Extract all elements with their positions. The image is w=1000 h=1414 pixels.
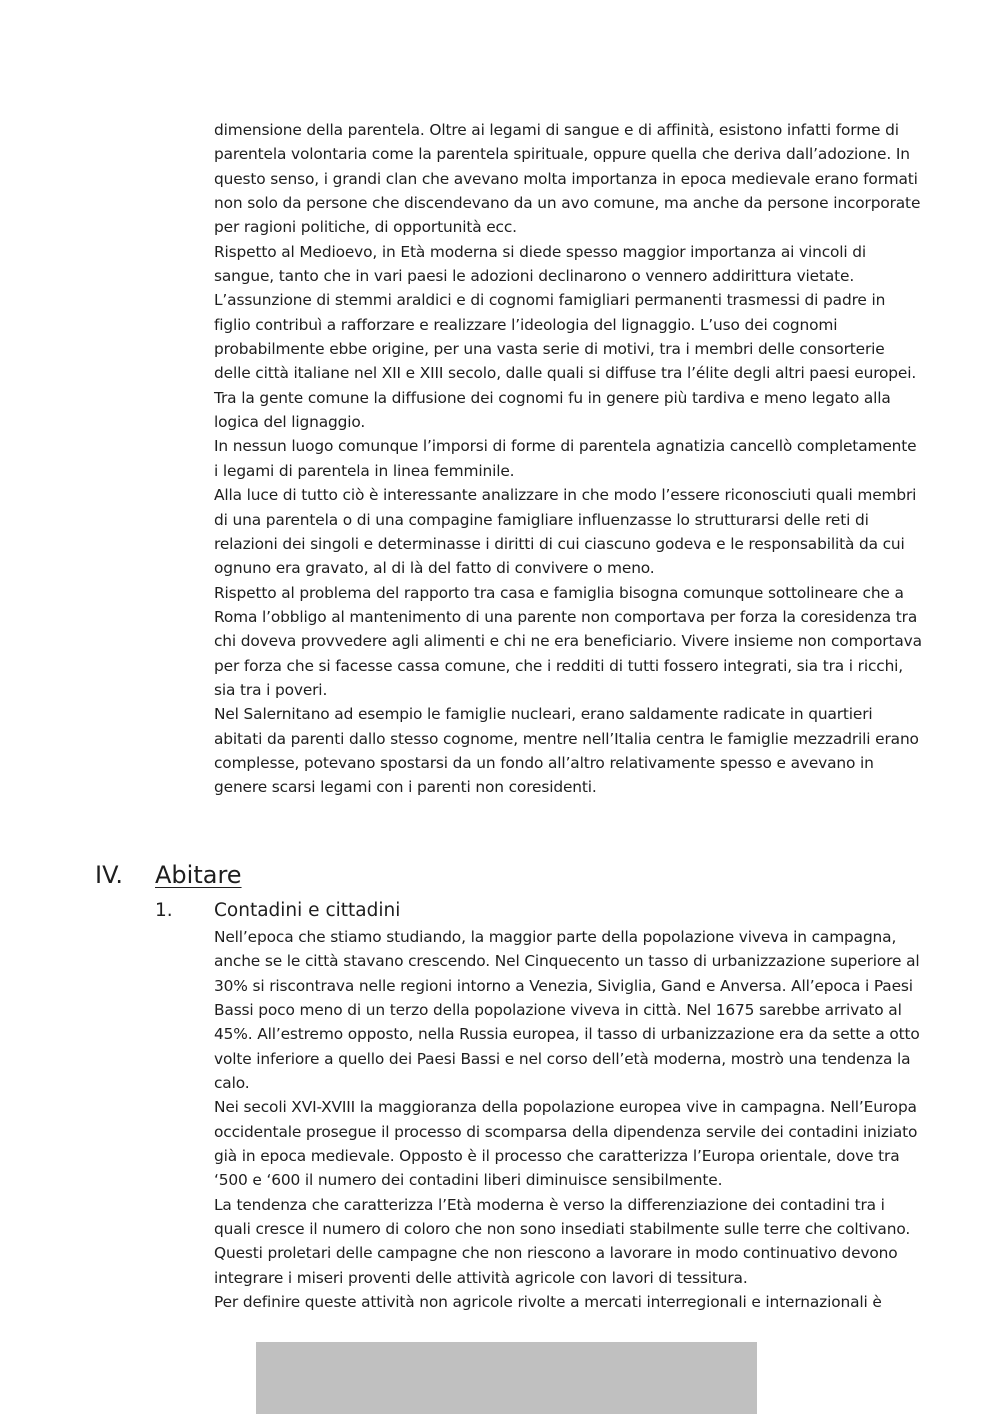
text-line: Nei secoli XVI-XVIII la maggioranza della popolazione europea vive in campagna. Nell’Europa <box>214 1098 917 1117</box>
text-line: ‘500 e ‘600 il numero dei contadini liberi diminuisce sensibilmente. <box>214 1171 723 1190</box>
text-line: dimensione della parentela. Oltre ai legami di sangue e di affinità, esistono infatti forme di <box>214 121 899 139</box>
text-line: 45%. All’estremo opposto, nella Russia europea, il tasso di urbanizzazione era da sette a otto <box>214 1025 920 1044</box>
text-line: L’assunzione di stemmi araldici e di cognomi famigliari permanenti trasmessi di padre in <box>214 291 886 310</box>
text-line: Alla luce di tutto ciò è interessante analizzare in che modo l’essere riconosciuti quali membri <box>214 486 917 505</box>
text-line: già in epoca medievale. Opposto è il processo che caratterizza l’Europa orientale, dove tra <box>214 1147 900 1166</box>
text-line: ognuno era gravato, al di là del fatto di convivere o meno. <box>214 559 655 578</box>
text-line: parentela volontaria come la parentela spirituale, oppure quella che deriva dall’adozione. In <box>214 145 910 164</box>
text-line: per forza che si facesse cassa comune, che i redditi di tutti fossero integrati, sia tra i ricchi, <box>214 656 904 675</box>
parentela-paragraph <box>214 118 922 800</box>
text-line: anche se le città stavano crescendo. Nel Cinquecento un tasso di urbanizzazione superiore al <box>214 952 920 971</box>
text-line: Nel Salernitano ad esempio le famiglie nucleari, erano saldamente radicate in quartieri <box>214 705 873 724</box>
text-line: sia tra i poveri. <box>214 680 328 699</box>
contadini-paragraph <box>214 925 920 1315</box>
text-line: per ragioni politiche, di opportunità ecc. <box>214 218 517 237</box>
text-line: complesse, potevano spostarsi da un fondo all’altro relativamente spesso e avevano in <box>214 753 874 772</box>
text-line: integrare i miseri proventi delle attività agricole con lavori di tessitura. <box>214 1268 748 1287</box>
text-line: chi doveva provvedere agli alimenti e chi ne era beneficiario. Vivere insieme non comportava <box>214 632 922 651</box>
text-line: questo senso, i grandi clan che avevano molta importanza in epoca medievale erano formati <box>214 169 918 188</box>
text-line: probabilmente ebbe origine, per una vasta serie di motivi, tra i membri delle consorterie <box>214 340 885 359</box>
text-line: figlio contribuì a rafforzare e realizzare l’ideologia del lignaggio. L’uso dei cognomi <box>214 315 838 334</box>
text-line: di una parentela o di una compagine famigliare influenzasse lo strutturarsi delle reti di <box>214 510 869 529</box>
text-line: calo. <box>214 1074 250 1093</box>
text-line: genere scarsi legami con i parenti non coresidenti. <box>214 778 597 797</box>
text-line: Bassi poco meno di un terzo della popolazione viveva in città. Nel 1675 sarebbe arrivato al <box>214 1001 902 1020</box>
text-line: 30% si riscontrava nelle regioni intorno a Venezia, Siviglia, Gand e Anversa. All’epoca i Paesi <box>214 976 913 995</box>
text-line: occidentale prosegue il processo di scomparsa della dipendenza servile dei contadini iniziato <box>214 1122 918 1141</box>
text-line: volte inferiore a quello dei Paesi Bassi e nel corso dell’età moderna, mostrò una tendenza la <box>214 1049 911 1068</box>
text-line: Tra la gente comune la diffusione dei cognomi fu in genere più tardiva e meno legato alla <box>214 388 891 407</box>
text-line: abitati da parenti dallo stesso cognome, mentre nell’Italia centra le famiglie mezzadrili erano <box>214 729 919 748</box>
text-line: Roma l’obbligo al mantenimento di una parente non comportava per forza la coresidenza tra <box>214 607 918 626</box>
text-line: In nessun luogo comunque l’imporsi di forme di parentela agnatizia cancellò completamente <box>214 437 917 456</box>
text-line: Rispetto al Medioevo, in Età moderna si diede spesso maggior importanza ai vincoli di <box>214 242 867 261</box>
footer-ad-placeholder <box>256 1342 757 1414</box>
text-line: relazioni dei singoli e determinasse i diritti di cui ciascuno godeva e le responsabilità da cui <box>214 534 905 553</box>
text-line: Questi proletari delle campagne che non riescono a lavorare in modo continuativo devono <box>214 1244 898 1263</box>
text-line: i legami di parentela in linea femminile. <box>214 461 515 480</box>
text-line: Rispetto al problema del rapporto tra casa e famiglia bisogna comunque sottolineare che a <box>214 583 904 602</box>
text-line: Per definire queste attività non agricole rivolte a mercati interregionali e internazionali è <box>214 1293 882 1312</box>
section-number: IV. <box>95 861 124 889</box>
text-line: logica del lignaggio. <box>214 413 366 432</box>
text-line: La tendenza che caratterizza l’Età moderna è verso la differenziazione dei contadini tra i <box>214 1195 885 1214</box>
subsection-number: 1. <box>155 900 173 921</box>
text-line: delle città italiane nel XII e XIII secolo, dalle quali si diffuse tra l’élite degli altri paesi europei. <box>214 364 917 383</box>
text-line: non solo da persone che discendevano da un avo comune, ma anche da persone incorporate <box>214 194 921 213</box>
text-line: sangue, tanto che in vari paesi le adozioni declinarono o vennero addirittura vietate. <box>214 267 855 286</box>
section-title: Abitare <box>155 861 242 889</box>
subsection-title: Contadini e cittadini <box>214 900 401 921</box>
text-line: Nell’epoca che stiamo studiando, la maggior parte della popolazione viveva in campagna, <box>214 928 897 946</box>
text-line: quali cresce il numero di coloro che non sono insediati stabilmente sulle terre che coltivano. <box>214 1220 911 1239</box>
